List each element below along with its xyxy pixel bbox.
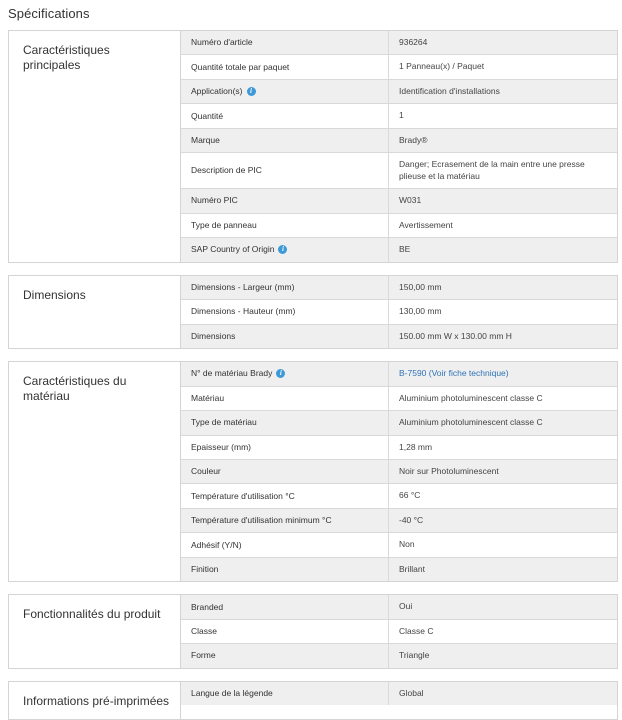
spec-value-text: 936264 bbox=[399, 37, 428, 47]
spec-value-cell bbox=[388, 80, 617, 103]
table-row bbox=[181, 436, 617, 460]
spec-value-text: Danger; Ecrasement de la main entre une presse plieuse et la matériau bbox=[399, 159, 585, 181]
spec-value-text: Avertissement bbox=[399, 219, 453, 230]
section-title: Dimensions bbox=[9, 276, 180, 348]
spec-value-cell bbox=[388, 55, 617, 78]
spec-value-cell bbox=[388, 214, 617, 237]
table-row bbox=[181, 104, 617, 128]
spec-value-cell bbox=[388, 362, 617, 385]
spec-value-text: -40 °C bbox=[399, 514, 424, 525]
spec-value-cell bbox=[388, 436, 617, 459]
spec-key-cell bbox=[181, 55, 388, 78]
spec-value-cell bbox=[388, 682, 617, 705]
spec-key-label: Quantité bbox=[191, 110, 224, 121]
spec-value-text: 1 Panneau(x) / Paquet bbox=[399, 61, 485, 72]
spec-value-text: W031 bbox=[399, 195, 422, 206]
spec-value-text: BE bbox=[399, 244, 411, 255]
spec-value-text: Oui bbox=[399, 601, 413, 612]
table-row bbox=[181, 362, 617, 386]
spec-key-label: Application(s) bbox=[191, 86, 243, 97]
spec-key-cell bbox=[181, 509, 388, 532]
spec-section bbox=[8, 361, 618, 582]
spec-key-label: Dimensions - Largeur (mm) bbox=[191, 281, 295, 292]
spec-value-text: Aluminium photoluminescent classe C bbox=[399, 392, 543, 403]
spec-value-cell bbox=[388, 129, 617, 152]
spec-value-cell bbox=[388, 411, 617, 434]
table-row bbox=[181, 276, 617, 300]
spec-key-cell bbox=[181, 325, 388, 348]
spec-key-label: Quantité totale par paquet bbox=[191, 61, 290, 72]
spec-value-cell bbox=[388, 620, 617, 643]
spec-row-group bbox=[180, 595, 617, 667]
section-title: Informations pré-imprimées bbox=[9, 682, 180, 719]
spec-value-cell bbox=[388, 387, 617, 410]
info-icon[interactable] bbox=[276, 369, 285, 378]
spec-key-cell bbox=[181, 460, 388, 483]
spec-row-group bbox=[180, 362, 617, 581]
spec-value-cell bbox=[388, 300, 617, 323]
spec-key-label: Branded bbox=[191, 601, 224, 612]
table-row bbox=[181, 189, 617, 213]
table-row bbox=[181, 300, 617, 324]
spec-row-group bbox=[180, 276, 617, 348]
spec-value-cell bbox=[388, 595, 617, 618]
spec-value-text: 150,00 mm bbox=[399, 281, 442, 292]
spec-key-label: Marque bbox=[191, 135, 220, 146]
spec-key-label: Classe bbox=[191, 625, 217, 636]
spec-key-cell bbox=[181, 189, 388, 212]
spec-key-cell bbox=[181, 620, 388, 643]
table-row bbox=[181, 31, 617, 55]
spec-key-label: Type de panneau bbox=[191, 219, 257, 230]
spec-value-text: 150.00 mm W x 130.00 mm H bbox=[399, 330, 512, 341]
table-row bbox=[181, 644, 617, 667]
spec-key-label: Température d'utilisation °C bbox=[191, 490, 295, 501]
spec-key-label: Dimensions - Hauteur (mm) bbox=[191, 306, 296, 317]
spec-key-label: Type de matériau bbox=[191, 417, 257, 428]
spec-key-cell bbox=[181, 436, 388, 459]
spec-key-cell bbox=[181, 644, 388, 667]
table-row bbox=[181, 55, 617, 79]
spec-key-cell bbox=[181, 387, 388, 410]
spec-value-cell bbox=[388, 509, 617, 532]
spec-value-text: Brillant bbox=[399, 563, 425, 574]
spec-key-cell bbox=[181, 276, 388, 299]
specifications-sections bbox=[0, 30, 622, 720]
spec-key-label: Finition bbox=[191, 564, 219, 575]
spec-key-label: Numéro d'article bbox=[191, 37, 253, 48]
spec-value-cell bbox=[388, 153, 617, 188]
spec-value-text: 1,28 mm bbox=[399, 441, 433, 452]
table-row bbox=[181, 238, 617, 261]
section-title: Caractéristiques du matériau bbox=[9, 362, 180, 581]
spec-value-text: Global bbox=[399, 687, 424, 698]
spec-row-group bbox=[180, 31, 617, 262]
spec-value-text: Identification d'installations bbox=[399, 85, 500, 96]
spec-key-label: Forme bbox=[191, 650, 216, 661]
spec-key-cell bbox=[181, 682, 388, 705]
spec-key-cell bbox=[181, 533, 388, 556]
spec-section bbox=[8, 275, 618, 349]
spec-value-text: 66 °C bbox=[399, 490, 421, 501]
spec-value-text: Brady® bbox=[399, 134, 428, 145]
spec-key-label: Description de PIC bbox=[191, 165, 262, 176]
spec-key-label: Langue de la légende bbox=[191, 687, 273, 698]
spec-key-cell bbox=[181, 238, 388, 261]
table-row bbox=[181, 387, 617, 411]
spec-value-cell bbox=[388, 460, 617, 483]
spec-value-text: Noir sur Photoluminescent bbox=[399, 465, 499, 476]
spec-key-cell bbox=[181, 484, 388, 507]
spec-key-cell bbox=[181, 80, 388, 103]
table-row bbox=[181, 80, 617, 104]
table-row bbox=[181, 214, 617, 238]
spec-key-label: Température d'utilisation minimum °C bbox=[191, 515, 332, 526]
spec-value-cell bbox=[388, 533, 617, 556]
page-title: Spécifications bbox=[8, 6, 90, 21]
spec-section bbox=[8, 681, 618, 720]
spec-value-cell bbox=[388, 276, 617, 299]
spec-value-cell bbox=[388, 484, 617, 507]
spec-section bbox=[8, 30, 618, 263]
table-row bbox=[181, 533, 617, 557]
spec-value-text: 130,00 mm bbox=[399, 306, 442, 317]
table-row bbox=[181, 682, 617, 705]
spec-key-cell bbox=[181, 411, 388, 434]
table-row bbox=[181, 595, 617, 619]
spec-key-cell bbox=[181, 595, 388, 618]
table-row bbox=[181, 325, 617, 348]
table-row bbox=[181, 484, 617, 508]
spec-key-label: N° de matériau Brady bbox=[191, 368, 273, 379]
table-row bbox=[181, 620, 617, 644]
section-title: Fonctionnalités du produit bbox=[9, 595, 180, 667]
section-title: Caractéristiques principales bbox=[9, 31, 180, 262]
spec-key-cell bbox=[181, 31, 388, 54]
table-row bbox=[181, 558, 617, 581]
spec-value-text: Triangle bbox=[399, 650, 430, 661]
spec-key-label: Adhésif (Y/N) bbox=[191, 539, 242, 550]
spec-key-cell bbox=[181, 300, 388, 323]
table-row bbox=[181, 460, 617, 484]
spec-value-cell bbox=[388, 238, 617, 261]
spec-key-cell bbox=[181, 153, 388, 188]
spec-key-label: Numéro PIC bbox=[191, 195, 238, 206]
spec-key-label: Dimensions bbox=[191, 330, 236, 341]
table-row bbox=[181, 509, 617, 533]
spec-key-cell bbox=[181, 214, 388, 237]
spec-value-text: 1 bbox=[399, 110, 404, 121]
table-row bbox=[181, 153, 617, 189]
datasheet-link[interactable]: B-7590 (Voir fiche technique) bbox=[399, 368, 509, 379]
spec-key-label: SAP Country of Origin bbox=[191, 244, 275, 255]
spec-key-label: Matériau bbox=[191, 392, 225, 403]
info-icon[interactable] bbox=[278, 245, 287, 254]
spec-key-cell bbox=[181, 104, 388, 127]
spec-value-cell bbox=[388, 189, 617, 212]
spec-key-cell bbox=[181, 558, 388, 581]
spec-section bbox=[8, 594, 618, 668]
table-row bbox=[181, 129, 617, 153]
spec-value-cell bbox=[388, 325, 617, 348]
spec-value-text: Aluminium photoluminescent classe C bbox=[399, 417, 543, 428]
spec-value-cell bbox=[388, 644, 617, 667]
spec-key-cell bbox=[181, 129, 388, 152]
spec-value-text: Non bbox=[399, 539, 415, 550]
spec-key-label: Epaisseur (mm) bbox=[191, 441, 251, 452]
spec-value-text: Classe C bbox=[399, 625, 434, 636]
spec-value-cell bbox=[388, 104, 617, 127]
spec-value-cell bbox=[388, 31, 617, 54]
info-icon[interactable] bbox=[247, 87, 256, 96]
table-row bbox=[181, 411, 617, 435]
spec-key-cell bbox=[181, 362, 388, 385]
spec-value-cell bbox=[388, 558, 617, 581]
spec-key-label: Couleur bbox=[191, 466, 221, 477]
spec-row-group bbox=[180, 682, 617, 719]
